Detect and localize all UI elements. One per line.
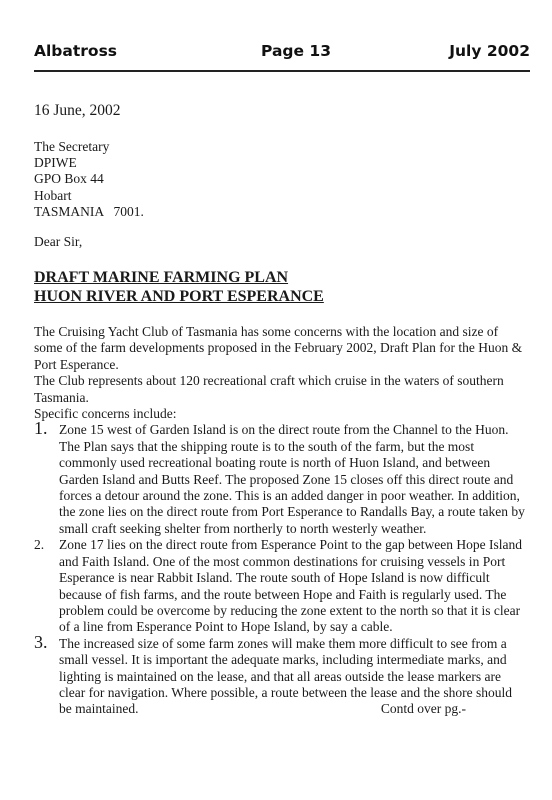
letter-body xyxy=(34,324,526,718)
address-line: GPO Box 44 xyxy=(34,171,104,187)
address-line: DPIWE xyxy=(34,155,77,171)
address-line: Hobart xyxy=(34,187,72,203)
salutation: Dear Sir, xyxy=(34,234,83,249)
title-line: DRAFT MARINE FARMING PLAN xyxy=(34,269,289,286)
publication-name: Albatross xyxy=(34,42,118,60)
page-header xyxy=(34,38,530,70)
concern-text: The increased size of some farm zones will make them more difficult to see from a small vessel. It is important the adequate marks, including intermediate marks, and lighting is maintained on the lease, and that all areas outside the lease markers are clear for navigation. Where possible, a route between the lease and the shore should be maintained. xyxy=(59,635,512,717)
recipient-address xyxy=(34,139,144,220)
continued-note: Contd over pg.- xyxy=(380,701,466,717)
header-rule xyxy=(34,70,530,72)
intro-paragraph: The Club represents about 120 recreational craft which cruise in the waters of southern Tasmania. xyxy=(34,373,504,405)
concern-number: 3. xyxy=(34,631,48,652)
title-line: HUON RIVER AND PORT ESPERANCE xyxy=(34,288,324,305)
concern-item xyxy=(34,537,526,635)
concern-item xyxy=(34,418,526,537)
concern-text: Zone 15 west of Garden Island is on the direct route from the Channel to the Huon. The Plan says that the shipping route is to the south of the farm, but the most commonly used recreational boating route is north of Huon Island, and between Garden Island and Butts Reef. The proposed Zone 15 closes off this direct route and forces a detour around the zone. This is an added danger in poor weather. In addition, the zone lies on the direct route from Port Esperance to Randalls Bay, a route taken by small craft seeking shelter from northerly to north westerly weather. xyxy=(59,422,525,536)
intro-paragraph: Specific concerns include: xyxy=(34,406,177,422)
page-number: Page 13 xyxy=(261,42,331,60)
address-line: TASMANIA 7001. xyxy=(34,203,144,219)
concern-item xyxy=(34,631,526,718)
intro-paragraph: The Cruising Yacht Club of Tasmania has some concerns with the location and size of some of the farm developments proposed in the February 2002, Draft Plan for the Huon & Port Esperance. xyxy=(34,324,523,372)
address-line: The Secretary xyxy=(34,139,110,154)
issue-date: July 2002 xyxy=(449,42,530,60)
letter-title xyxy=(34,268,324,306)
concern-number: 1. xyxy=(34,418,48,439)
concern-text: Zone 17 lies on the direct route from Esperance Point to the gap between Hope Island and Faith Island. One of the most common destinations for cruising vessels in Port Esperance is near Rabbit Island. The route south of Hope Island is now difficult because of fish farms, and the route between Hope and Faith is regularly used. The problem could be overcome by reducing the zone extent to the north so that it is clear of a line from Esperance Point to Hope Island, by say a cable. xyxy=(59,537,522,635)
letter-date: 16 June, 2002 xyxy=(34,102,121,119)
concern-number: 2. xyxy=(34,537,45,553)
